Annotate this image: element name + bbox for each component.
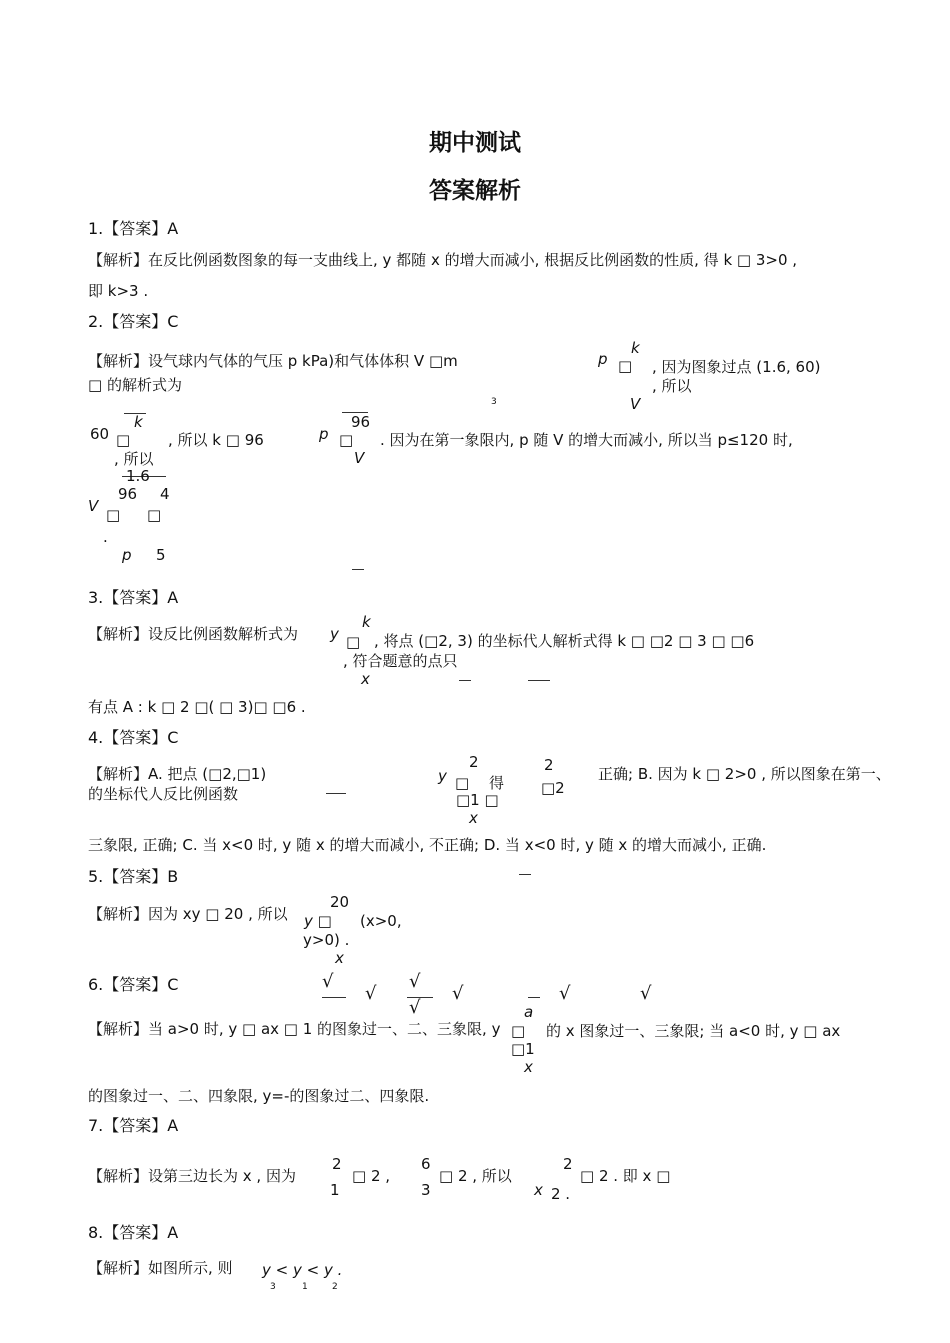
q4-two-1: 2 — [469, 753, 479, 771]
q2-r4-eq1: □ — [106, 506, 121, 524]
q2-r1-96: 96 — [351, 413, 371, 431]
q2-r6-5: 5 — [156, 546, 166, 564]
sqrt-icon: √ — [409, 997, 421, 1018]
q4-line-d: 三象限, 正确; C. 当 x<0 时, y 随 x 的增大而减小, 不正确; D. 当 x<0 时, y 随 x 的增大而减小, 正确. — [88, 836, 767, 854]
q3-line-a: 【解析】设反比例函数解析式为 — [88, 625, 299, 643]
q1-answer: 1.【答案】A — [88, 219, 179, 238]
q2-r1-V: V — [354, 449, 365, 467]
q3-line-c: , 符合题意的点只 — [343, 652, 458, 670]
q8-sub-1: 1 — [302, 1282, 308, 1292]
q6-eq-1: □1 — [511, 1040, 535, 1058]
q1-explanation-line2: 即 k>3 . — [88, 282, 149, 300]
q6-a: a — [524, 1003, 534, 1021]
q5-x: x — [335, 949, 344, 967]
q7-answer: 7.【答案】A — [88, 1116, 179, 1135]
q6-line-a: 【解析】当 a>0 时, y □ ax □ 1 的图象过一、二、三象限, y — [88, 1020, 501, 1038]
q2-r1-k: k — [134, 413, 143, 431]
q7-f2-num: 6 — [421, 1155, 431, 1173]
q2-k: k — [631, 339, 640, 357]
q4-line-b: 的坐标代人反比例函数 — [88, 785, 239, 803]
q4-de: 得 — [489, 774, 505, 792]
q6-answer: 6.【答案】C — [88, 975, 179, 994]
q2-answer: 2.【答案】C — [88, 312, 179, 331]
q7-part-3: □ 2 . 即 x □ — [580, 1167, 671, 1185]
q3-k: k — [362, 613, 371, 631]
sqrt-icon: √ — [322, 971, 334, 992]
q2-dash — [352, 569, 364, 570]
q4-eq-3: □2 — [541, 779, 565, 797]
q6-line-b: 的 x 图象过一、三象限; 当 a<0 时, y □ ax — [546, 1022, 841, 1040]
q1-explanation-line1: 【解析】在反比例函数图象的每一支曲线上, y 都随 x 的增大而减小, 根据反比例函数的性质, 得 k □ 3>0 , — [88, 251, 798, 269]
q2-cube-exponent: 3 — [491, 397, 497, 407]
q3-dash-2 — [528, 680, 550, 681]
q5-line-b: (x>0, — [360, 912, 402, 930]
q8-line-a: 【解析】如图所示, 则 — [88, 1259, 233, 1277]
sqrt-icon: √ — [640, 983, 652, 1004]
q2-line-b: □ 的解析式为 — [88, 376, 182, 394]
sqrt-icon: √ — [559, 983, 571, 1004]
q4-dash-2 — [519, 874, 531, 875]
q4-two-2: 2 — [544, 756, 554, 774]
q6-line-c: 的图象过一、二、四象限, y=-的图象过二、四象限. — [88, 1087, 430, 1105]
q2-r1-eq: □ — [116, 431, 131, 449]
q8-sub-2: 2 — [332, 1282, 338, 1292]
q8-answer: 8.【答案】A — [88, 1223, 179, 1242]
q3-answer: 3.【答案】A — [88, 588, 179, 607]
q2-r3-4: 4 — [160, 485, 170, 503]
q6-eq: □ — [511, 1022, 526, 1040]
q2-r4-V: V — [88, 497, 99, 515]
q7-part-1: □ 2 , — [352, 1167, 391, 1185]
q2-V: V — [630, 395, 641, 413]
q4-eq-2: □1 □ — [456, 791, 499, 809]
q2-r4-eq2: □ — [147, 506, 162, 524]
q4-answer: 4.【答案】C — [88, 728, 179, 747]
q7-part-2: □ 2 , 所以 — [439, 1167, 512, 1185]
q5-line-c: y>0) . — [303, 931, 350, 949]
q2-r2-a: , 所以 — [114, 450, 154, 468]
q7-f3-num: 2 — [563, 1155, 573, 1173]
q5-line-a: 【解析】因为 xy □ 20 , 所以 — [88, 905, 288, 923]
page-subtitle: 答案解析 — [429, 178, 521, 204]
q4-x: x — [469, 809, 478, 827]
q4-eq-1: □ — [455, 774, 470, 792]
q2-line-g: , 所以 — [652, 377, 692, 395]
q2-p: p — [598, 350, 608, 368]
q4-line-a: 【解析】A. 把点 (□2,□1) — [88, 765, 267, 783]
q2-r1-f: . 因为在第一象限内, p 随 V 的增大而减小, 所以当 p≤120 时, — [380, 431, 793, 449]
q7-f2-den: 3 — [421, 1181, 431, 1199]
q5-y: y □ — [304, 912, 332, 930]
q2-line-f: , 因为图象过点 (1.6, 60) — [652, 358, 821, 376]
q3-eq: □ — [346, 633, 361, 651]
q2-r1-60: 60 — [90, 425, 110, 443]
q6-bar-3 — [528, 997, 540, 998]
q7-f1-num: 2 — [332, 1155, 342, 1173]
q3-y: y — [330, 625, 339, 643]
q7-part-4: 2 . — [551, 1185, 571, 1203]
q5-answer: 5.【答案】B — [88, 867, 179, 886]
q8-sub-3: 3 — [270, 1282, 276, 1292]
q8-inequality: y < y < y . — [262, 1261, 343, 1279]
page-title: 期中测试 — [429, 130, 521, 156]
q2-r1-eq2: □ — [339, 431, 354, 449]
q2-r1-c: , 所以 k □ 96 — [168, 431, 264, 449]
q2-line-a: 【解析】设气球内气体的气压 p kPa)和气体体积 V □m — [88, 352, 458, 370]
q4-y: y — [438, 767, 447, 785]
q5-20: 20 — [330, 893, 350, 911]
q2-r5-dot: . — [103, 528, 108, 546]
q7-f1-den: 1 — [330, 1181, 340, 1199]
q6-bar-1 — [322, 997, 346, 998]
sqrt-icon: √ — [452, 983, 464, 1004]
q2-eq: □ — [618, 357, 633, 375]
q3-dash-1 — [459, 680, 471, 681]
q4-line-c: 正确; B. 因为 k □ 2>0 , 所以图象在第一、 — [598, 765, 891, 783]
q6-x: x — [524, 1058, 533, 1076]
q2-r3-96: 96 — [118, 485, 138, 503]
q4-dash-1 — [326, 793, 346, 794]
sqrt-icon: √ — [409, 971, 421, 992]
q7-line-a: 【解析】设第三边长为 x , 因为 — [88, 1167, 296, 1185]
q2-r1-p: p — [319, 425, 329, 443]
sqrt-icon: √ — [365, 983, 377, 1004]
q2-r2-b: 1.6 — [126, 467, 150, 485]
q3-x: x — [361, 670, 370, 688]
q2-r6-p: p — [122, 546, 132, 564]
q7-f3-den: x — [534, 1181, 543, 1199]
q3-line-b: , 将点 (□2, 3) 的坐标代人解析式得 k □ □2 □ 3 □ □6 — [374, 632, 755, 650]
q3-line-d: 有点 A : k □ 2 □( □ 3)□ □6 . — [88, 698, 306, 716]
